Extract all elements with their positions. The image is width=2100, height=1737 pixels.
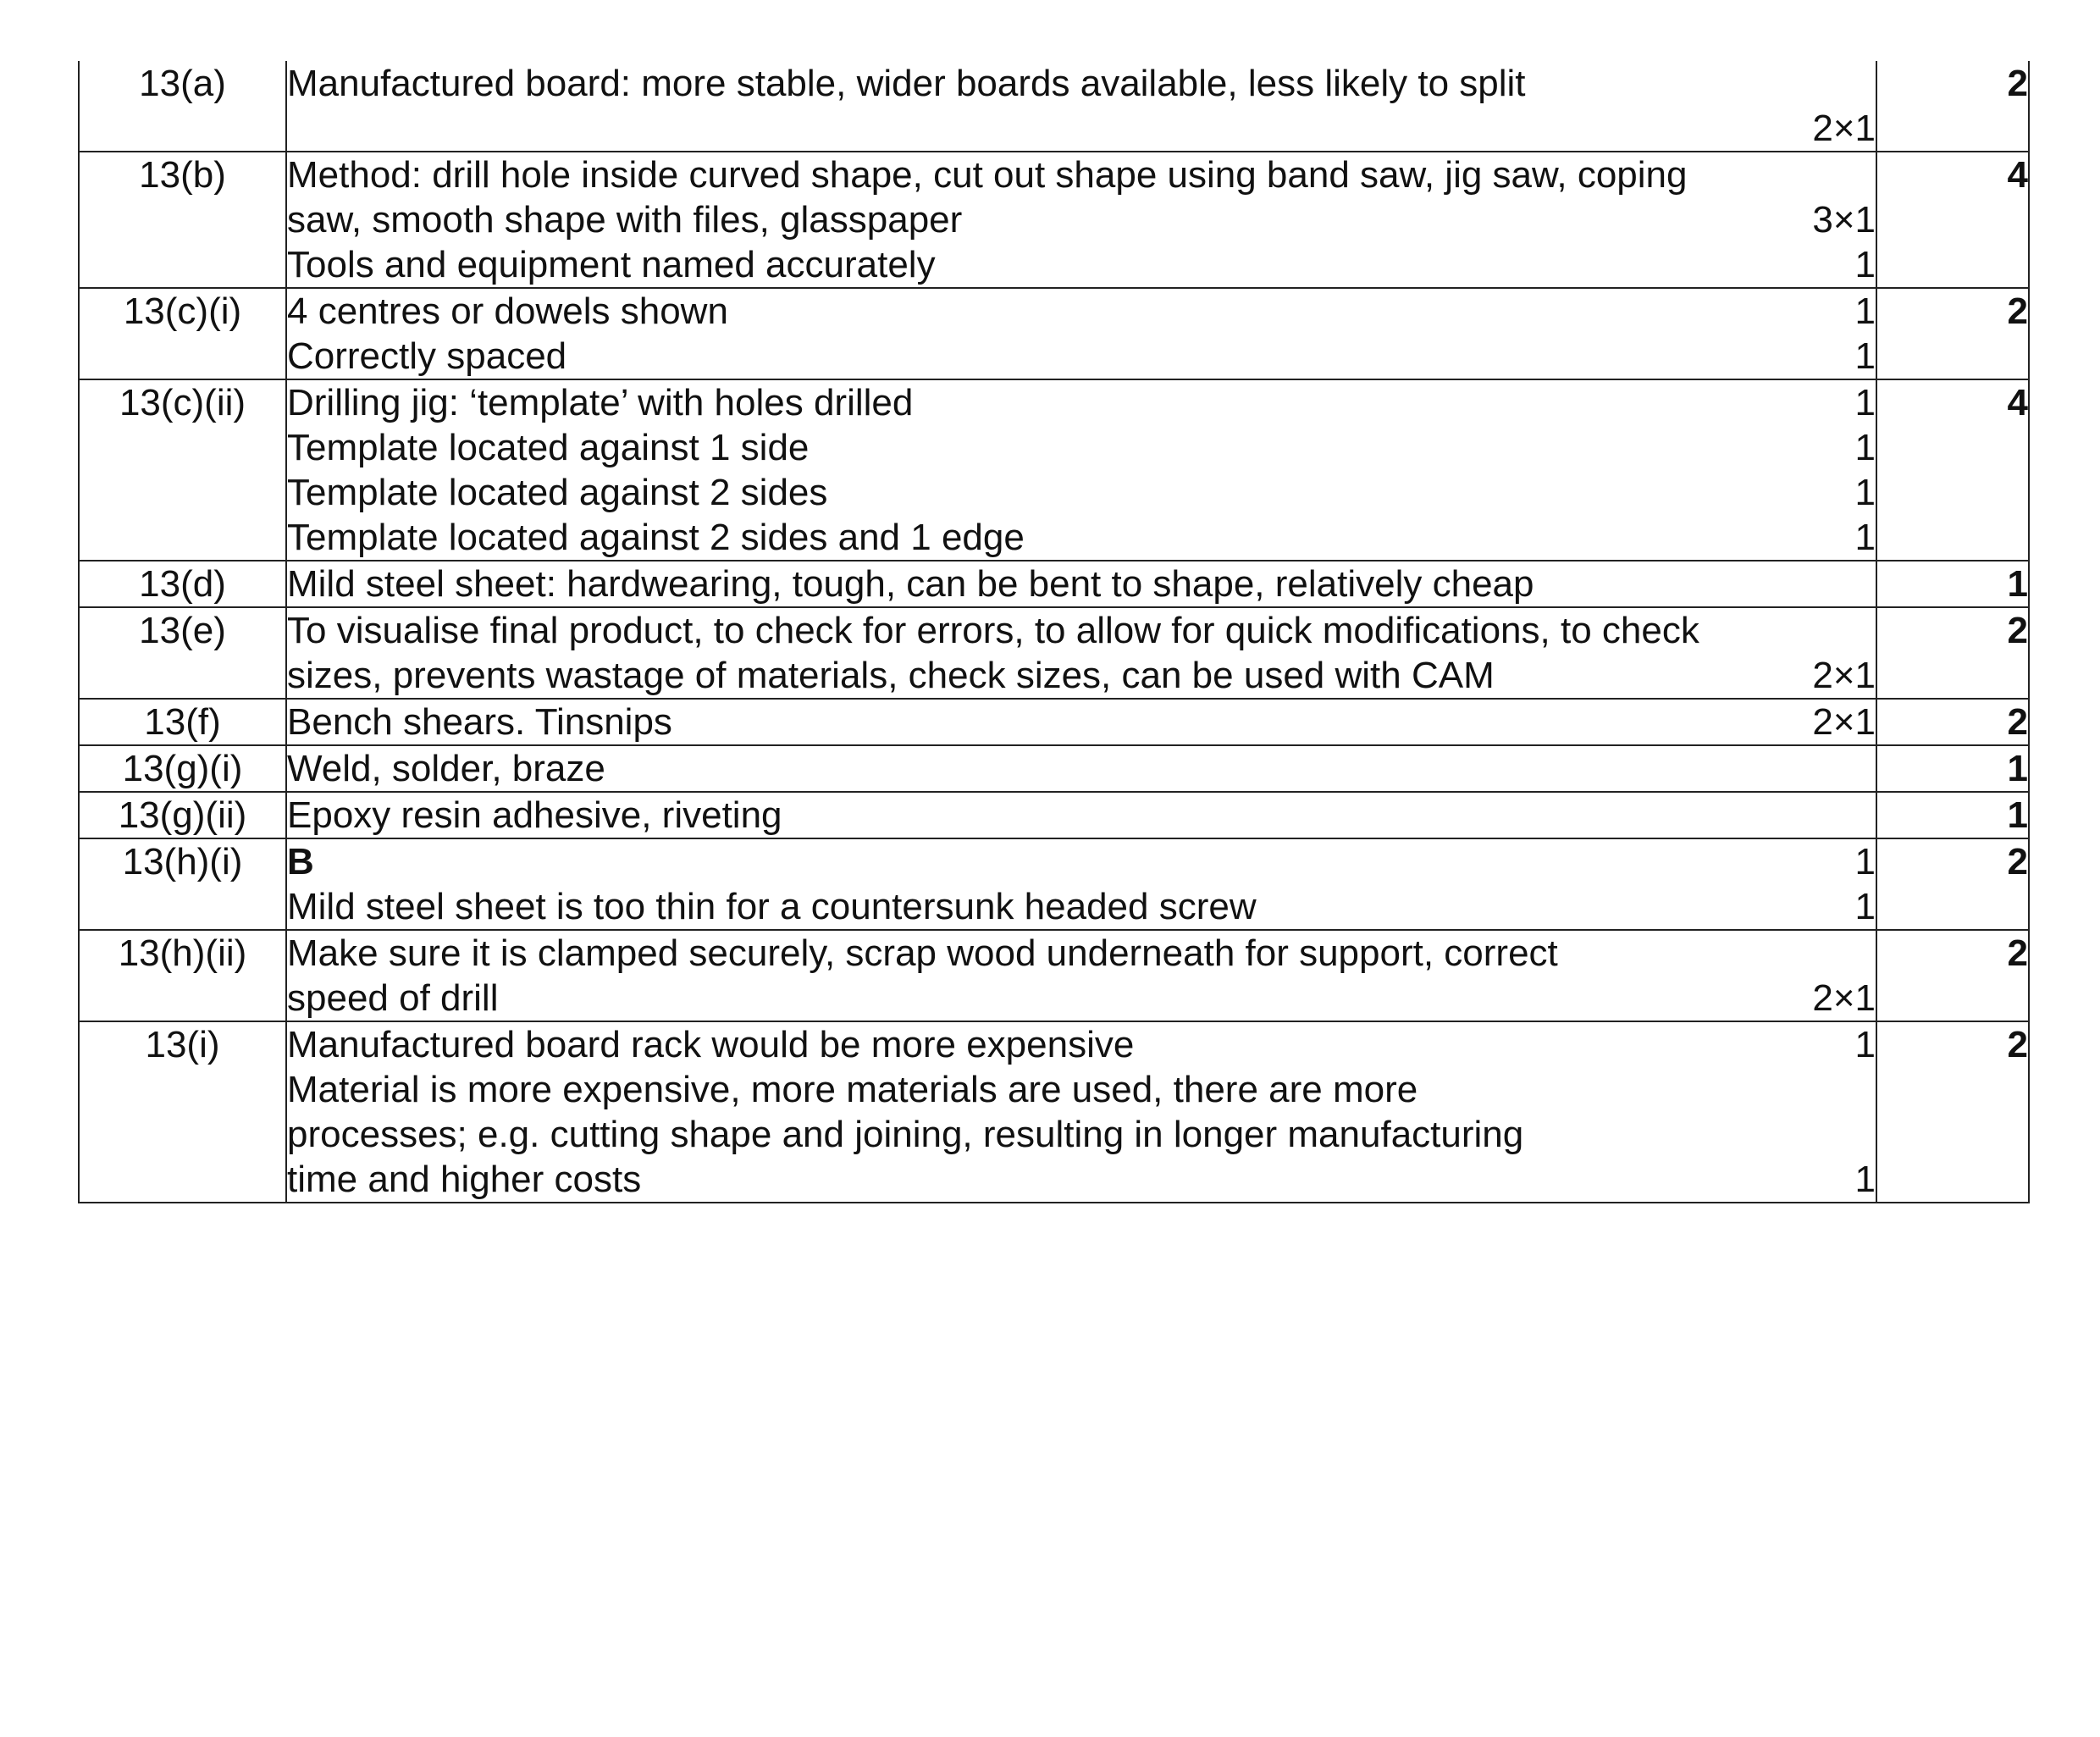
answer-line: [287, 515, 1876, 560]
question-number: 13(e): [79, 607, 286, 699]
answer-text: To visualise final product, to check for errors, to allow for quick modifications, to check: [287, 610, 1699, 651]
line-mark: 2×1: [1812, 977, 1876, 1019]
answer-line: [287, 1157, 1876, 1202]
question-number: 13(g)(i): [79, 745, 286, 792]
answer-line: [287, 608, 1876, 653]
total-marks: 1: [1876, 561, 2029, 607]
answer-text: Mild steel sheet is too thin for a countersunk headed screw: [287, 886, 1257, 927]
answer-cell: [286, 930, 1876, 1021]
answer-line: [287, 289, 1876, 334]
answer-cell: [286, 699, 1876, 745]
answer-line: [287, 746, 1876, 791]
answer-text: Method: drill hole inside curved shape, cut out shape using band saw, jig saw, coping: [287, 154, 1688, 196]
total-marks: 1: [1876, 745, 2029, 792]
answer-line: [287, 197, 1876, 242]
total-marks: 2: [1876, 930, 2029, 1021]
question-number: 13(c)(i): [79, 288, 286, 379]
line-mark: 1: [1854, 841, 1876, 882]
mark-scheme-body: [79, 61, 2029, 1203]
question-number: 13(h)(i): [79, 838, 286, 930]
line-mark: 2×1: [1812, 701, 1876, 743]
answer-line: [287, 1067, 1876, 1112]
table-row: [79, 838, 2029, 930]
answer-text: time and higher costs: [287, 1159, 642, 1200]
answer-text: Material is more expensive, more materials are used, there are more: [287, 1069, 1418, 1110]
total-marks: 2: [1876, 288, 2029, 379]
line-mark: 1: [1854, 290, 1876, 332]
question-number: 13(d): [79, 561, 286, 607]
answer-line: [287, 561, 1876, 606]
line-mark: 1: [1854, 517, 1876, 558]
line-mark: 2×1: [1812, 108, 1876, 149]
answer-text: Epoxy resin adhesive, riveting: [287, 794, 782, 836]
answer-cell: [286, 1021, 1876, 1203]
table-row: [79, 61, 2029, 152]
answer-text: processes; e.g. cutting shape and joining, resulting in longer manufacturing: [287, 1114, 1524, 1155]
answer-line: [287, 470, 1876, 515]
question-number: 13(f): [79, 699, 286, 745]
answer-text: Correctly spaced: [287, 335, 567, 377]
answer-text: speed of drill: [287, 977, 499, 1019]
answer-line: [287, 931, 1876, 976]
answer-line: [287, 793, 1876, 838]
answer-text: Weld, solder, braze: [287, 748, 605, 789]
total-marks: 2: [1876, 61, 2029, 152]
answer-cell: [286, 61, 1876, 152]
answer-line: [287, 1022, 1876, 1067]
line-mark: 1: [1854, 335, 1876, 377]
line-mark: 1: [1854, 382, 1876, 423]
answer-text: Template located against 2 sides: [287, 472, 828, 513]
line-mark: 1: [1854, 1159, 1876, 1200]
total-marks: 4: [1876, 152, 2029, 288]
answer-line: [287, 334, 1876, 379]
answer-text: Template located against 2 sides and 1 edge: [287, 517, 1025, 558]
answer-line: [287, 839, 1876, 884]
table-row: [79, 792, 2029, 838]
total-marks: 2: [1876, 1021, 2029, 1203]
answer-line: [287, 700, 1876, 744]
answer-line: [287, 1112, 1876, 1157]
answer-line: [287, 242, 1876, 287]
answer-line: [287, 884, 1876, 929]
answer-text: Tools and equipment named accurately: [287, 244, 936, 285]
answer-text: Drilling jig: ‘template’ with holes drilled: [287, 382, 914, 423]
answer-line: [287, 976, 1876, 1021]
total-marks: 2: [1876, 607, 2029, 699]
question-number: 13(c)(ii): [79, 379, 286, 561]
answer-text: sizes, prevents wastage of materials, check sizes, can be used with CAM: [287, 655, 1495, 696]
answer-line: [287, 152, 1876, 197]
question-number: 13(a): [79, 61, 286, 152]
answer-cell: [286, 792, 1876, 838]
answer-text: Template located against 1 side: [287, 427, 810, 468]
answer-cell: [286, 607, 1876, 699]
table-row: [79, 930, 2029, 1021]
answer-cell: [286, 379, 1876, 561]
table-row: [79, 152, 2029, 288]
answer-text: Make sure it is clamped securely, scrap wood underneath for support, correct: [287, 932, 1558, 974]
answer-text: saw, smooth shape with files, glasspaper: [287, 199, 963, 241]
total-marks: 1: [1876, 792, 2029, 838]
total-marks: 4: [1876, 379, 2029, 561]
question-number: 13(b): [79, 152, 286, 288]
answer-text: Bench shears. Tinsnips: [287, 701, 672, 743]
answer-cell: [286, 288, 1876, 379]
question-number: 13(g)(ii): [79, 792, 286, 838]
line-mark: 2×1: [1812, 655, 1876, 696]
total-marks: 2: [1876, 838, 2029, 930]
line-mark: 3×1: [1812, 199, 1876, 241]
line-mark: 1: [1854, 244, 1876, 285]
table-row: [79, 745, 2029, 792]
table-row: [79, 379, 2029, 561]
line-mark: 1: [1854, 427, 1876, 468]
answer-text: Manufactured board: more stable, wider boards available, less likely to split: [287, 63, 1526, 104]
answer-cell: [286, 745, 1876, 792]
total-marks: 2: [1876, 699, 2029, 745]
answer-line: [287, 653, 1876, 698]
table-row: [79, 561, 2029, 607]
answer-line: [287, 380, 1876, 425]
answer-line: [287, 61, 1876, 106]
answer-cell: [286, 152, 1876, 288]
answer-line: [287, 106, 1876, 151]
table-row: [79, 699, 2029, 745]
mark-scheme-table: [78, 61, 2030, 1203]
table-row: [79, 607, 2029, 699]
answer-text: B: [287, 841, 314, 882]
line-mark: 1: [1854, 886, 1876, 927]
answer-text: Manufactured board rack would be more expensive: [287, 1024, 1135, 1065]
question-number: 13(i): [79, 1021, 286, 1203]
answer-text: 4 centres or dowels shown: [287, 290, 728, 332]
answer-cell: [286, 838, 1876, 930]
answer-cell: [286, 561, 1876, 607]
line-mark: 1: [1854, 472, 1876, 513]
question-number: 13(h)(ii): [79, 930, 286, 1021]
table-row: [79, 1021, 2029, 1203]
table-row: [79, 288, 2029, 379]
line-mark: 1: [1854, 1024, 1876, 1065]
answer-line: [287, 425, 1876, 470]
answer-text: Mild steel sheet: hardwearing, tough, can be bent to shape, relatively cheap: [287, 563, 1534, 605]
